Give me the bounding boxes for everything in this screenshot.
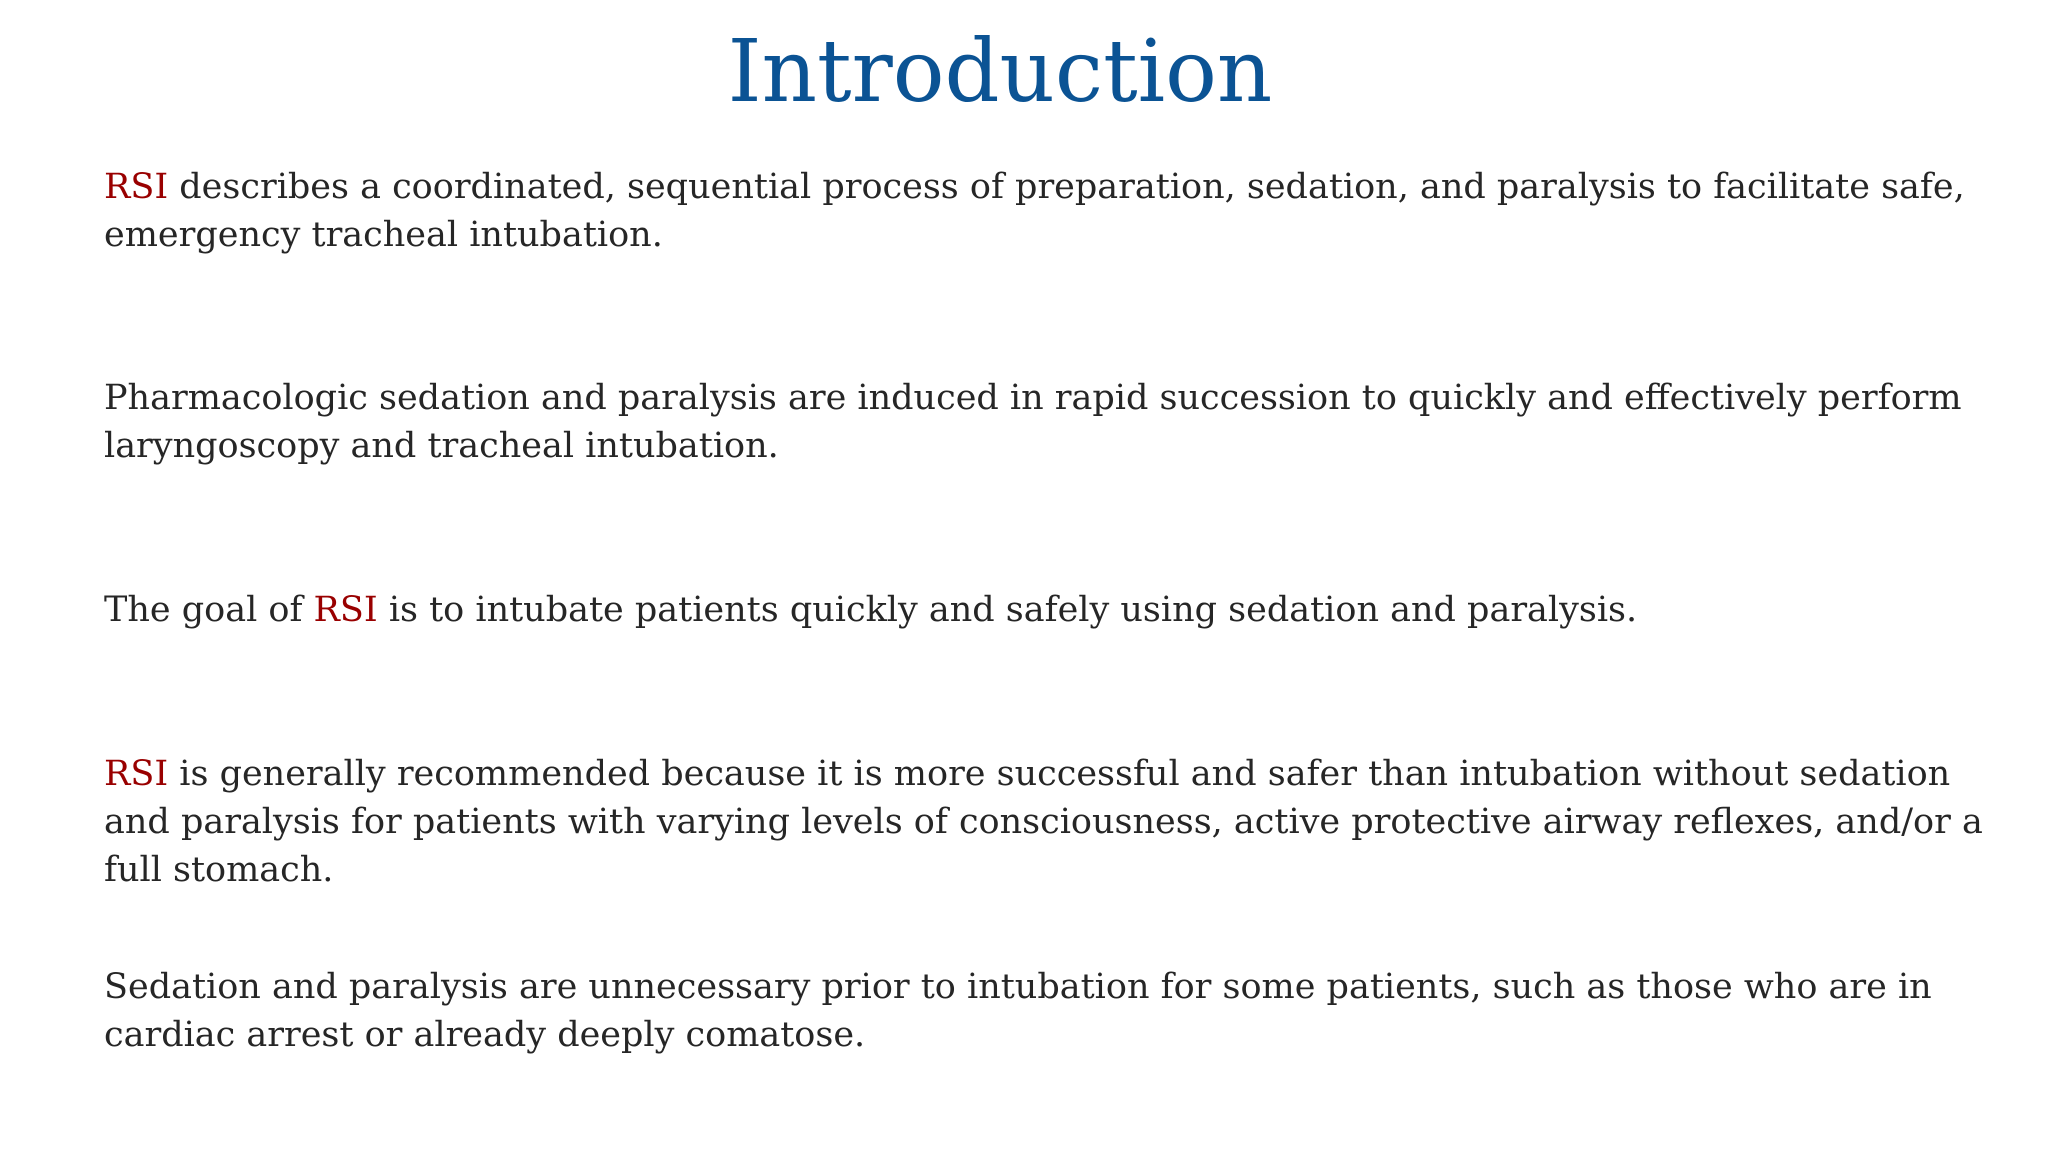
paragraph-text: describes a coordinated, sequential process of preparation, sedation, and paralysis to facilitate safe, emergency tracheal intubation. xyxy=(104,167,1965,255)
paragraph-text: Sedation and paralysis are unnecessary prior to intubation for some patients, such as those who are in cardiac arrest or already deeply comatose. xyxy=(104,967,1932,1055)
paragraph-rsi-goal xyxy=(104,586,1984,634)
paragraph-text: is generally recommended because it is more successful and safer than intubation without sedation and paralysis for patients with varying levels of consciousness, active protective airway reflexes, and/or a full stomach. xyxy=(104,754,1983,890)
paragraph-rsi-recommendation xyxy=(104,750,1984,894)
slide-title: Introduction xyxy=(727,22,1273,122)
paragraph-exceptions xyxy=(104,963,1984,1059)
rsi-abbreviation: RSI xyxy=(104,754,169,794)
rsi-abbreviation: RSI xyxy=(313,590,378,630)
paragraph-rsi-definition xyxy=(104,163,1984,259)
rsi-abbreviation: RSI xyxy=(104,167,169,207)
paragraph-text: Pharmacologic sedation and paralysis are induced in rapid succession to quickly and effectively perform laryngoscopy and tracheal intubation. xyxy=(104,378,1962,466)
paragraph-text: is to intubate patients quickly and safely using sedation and paralysis. xyxy=(377,590,1638,630)
paragraph-text: The goal of xyxy=(104,590,314,630)
paragraph-pharmacologic-sedation xyxy=(104,374,1984,470)
